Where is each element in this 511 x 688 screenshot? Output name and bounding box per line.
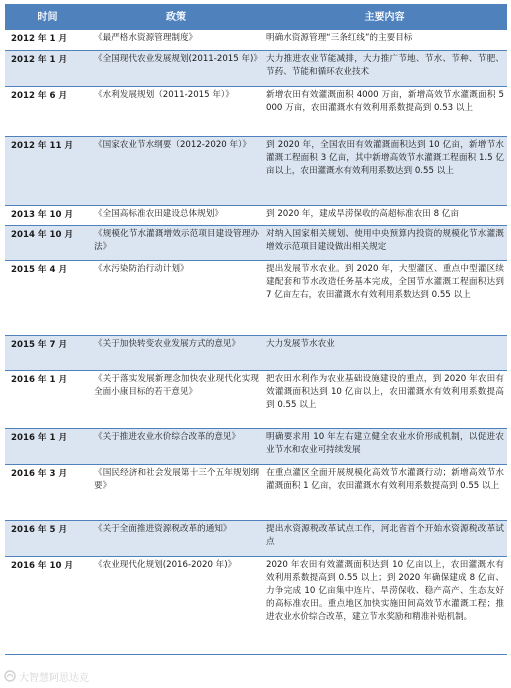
table-row	[5, 464, 507, 520]
row-content: 提出水资源税改革试点工作，河北省首个开始水资源税改革试点	[262, 520, 507, 556]
row-policy: 《规模化节水灌溉增效示范项目建设管理办法》	[90, 225, 262, 260]
row-policy: 《国家农业节水纲要（2012-2020 年）》	[90, 136, 262, 205]
row-policy: 《关于推进农业水价综合改革的意见》	[90, 428, 262, 464]
row-time: 2014 年 10 月	[5, 225, 90, 260]
row-content: 明确水资源管理“三条红线”的主要目标	[262, 30, 507, 50]
row-time: 2012 年 1 月	[5, 50, 90, 86]
row-time: 2015 年 7 月	[5, 335, 90, 370]
row-time: 2016 年 1 月	[5, 370, 90, 428]
table-row	[5, 225, 507, 260]
row-policy: 《关于落实发展新理念加快农业现代化实现全面小康目标的若干意见》	[90, 370, 262, 428]
row-time: 2013 年 10 月	[5, 205, 90, 225]
header-policy: 政策	[90, 4, 262, 30]
row-content: 到 2020 年，全国农田有效灌溉面积达到 10 亿亩，新增节水灌溉工程面积 3 亿亩，其中新增高效节水灌溉工程面积 1.5 亿亩以上，农田灌溉水有效利用系数达到 0.55 以上	[262, 136, 507, 205]
table-row	[5, 86, 507, 136]
row-policy: 《关于加快转变农业发展方式的意见》	[90, 335, 262, 370]
table-row	[5, 260, 507, 335]
watermark-text: 大智慧阿思达克	[19, 673, 89, 684]
table-row	[5, 205, 507, 225]
table-header-row	[5, 4, 507, 30]
row-time: 2012 年 1 月	[5, 30, 90, 50]
row-time: 2016 年 5 月	[5, 520, 90, 556]
row-content: 对纳入国家相关规划、使用中央预算内投资的规模化节水灌溉增效示范项目建设做出相关规定	[262, 225, 507, 260]
table-row	[5, 136, 507, 205]
row-content: 新增农田有效灌溉面积 4000 万亩，新增高效节水灌溉面积 5000 万亩，农田灌溉水有效利用系数提高到 0.53 以上	[262, 86, 507, 136]
watermark-logo-icon	[4, 670, 16, 682]
row-time: 2016 年 1 月	[5, 428, 90, 464]
table-row	[5, 30, 507, 50]
table-row	[5, 428, 507, 464]
row-policy: 《关于全面推进资源税改革的通知》	[90, 520, 262, 556]
row-policy: 《全国现代农业发展规划(2011-2015 年)》	[90, 50, 262, 86]
row-policy: 《水利发展规划（2011-2015 年）》	[90, 86, 262, 136]
row-content: 2020 年农田有效灌溉面积达到 10 亿亩以上，农田灌溉水有效利用系数提高到 0.55 以上；到 2020 年确保建成 8 亿亩、力争完成 10 亿亩集中连片、旱涝保收、稳产高产、生态友好的高标准农田。重点地区加快实施田间高效节水灌溉工程；推进农业水价综合改革，建立节水奖励和精准补贴机制。	[262, 556, 507, 654]
watermark	[4, 668, 89, 684]
row-policy: 《水污染防治行动计划》	[90, 260, 262, 335]
row-content: 大力发展节水农业	[262, 335, 507, 370]
row-policy: 《国民经济和社会发展第十三个五年规划纲要》	[90, 464, 262, 520]
row-time: 2015 年 4 月	[5, 260, 90, 335]
header-time: 时间	[5, 4, 90, 30]
row-content: 把农田水利作为农业基础设施建设的重点，到 2020 年农田有效灌溉面积达到 10 亿亩以上，农田灌溉水有效利用系数提高到 0.55 以上	[262, 370, 507, 428]
row-content: 大力推进农业节能减排，大力推广节地、节水、节种、节肥、节药、节能和循环农业技术	[262, 50, 507, 86]
header-content: 主要内容	[262, 4, 507, 30]
row-policy: 《最严格水资源管理制度》	[90, 30, 262, 50]
row-time: 2012 年 11 月	[5, 136, 90, 205]
table-row	[5, 370, 507, 428]
row-time: 2012 年 6 月	[5, 86, 90, 136]
row-time: 2016 年 10 月	[5, 556, 90, 654]
table-row	[5, 50, 507, 86]
table-row	[5, 556, 507, 654]
row-time: 2016 年 3 月	[5, 464, 90, 520]
table-row	[5, 335, 507, 370]
row-content: 提出发展节水农业。到 2020 年，大型灌区、重点中型灌区续建配套和节水改造任务基本完成，全国节水灌溉工程面积达到 7 亿亩左右，农田灌溉水有效利用系数达到 0.55 以上	[262, 260, 507, 335]
row-content: 到 2020 年，建成旱涝保收的高超标准农田 8 亿亩	[262, 205, 507, 225]
table-row	[5, 520, 507, 556]
row-policy: 《全国高标准农田建设总体规划》	[90, 205, 262, 225]
row-content: 明确要求用 10 年左右建立健全农业水价形成机制，以促进农业节水和农业可持续发展	[262, 428, 507, 464]
row-content: 在重点灌区全面开展规模化高效节水灌溉行动；新增高效节水灌溉面积 1 亿亩，农田灌溉水有效利用系数提高到 0.55 以上	[262, 464, 507, 520]
row-policy: 《农业现代化规划(2016-2020 年)》	[90, 556, 262, 654]
policy-table	[5, 4, 507, 655]
